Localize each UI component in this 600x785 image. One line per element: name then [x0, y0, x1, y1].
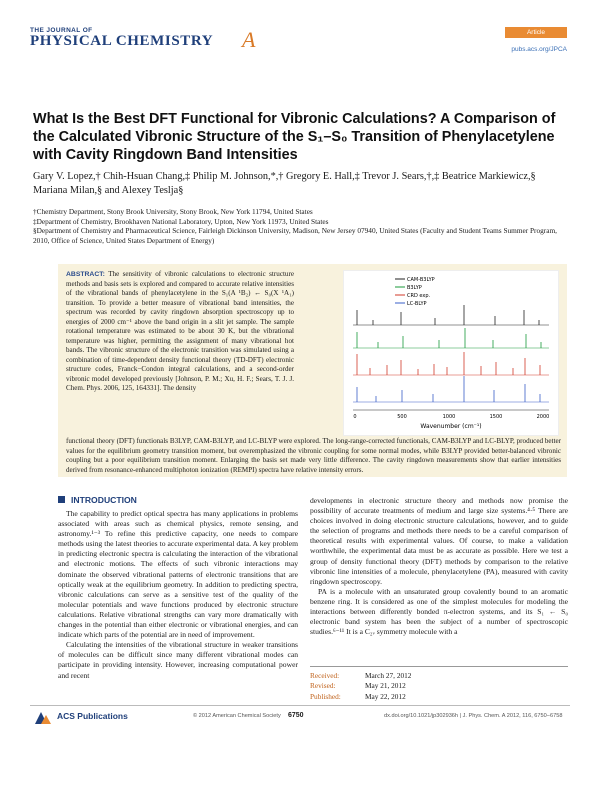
journal-section-letter: A — [242, 27, 256, 52]
paragraph: PA is a molecule with an unsaturated group covalently bound to an aromatic benzene ring. It is considered as one of the simplest molecules for modeling the interactions between differently bonded π-electron systems, and its S₁ ← S₀ electronic band system has been the subject of a number of spectroscopic studies.⁶⁻¹¹ It is a C₂ᵥ symmetry molecule with a — [310, 586, 568, 637]
abstract-text-1: The sensitivity of vibronic calculations to electronic structure methods and basis sets is explored and compared to accurate relative intensities of the vibrational bands of phenylacetylene in the S₁(A ¹B₂) ← S₀(X ¹A₁) transition. To provide a better measure of vibrational band intensities, the spectrum was recorded by cavity ringdown absorption spectroscopy up to energies of 2000 cm⁻¹ above the band origin in a slit jet sample. The sample rotational temperature was estimated to be about 30 K, but the vibrational temperature was higher, permitting the assignment of many vibrational hot bands. The vibronic structure of the electronic transition was simulated using a combination of time-dependent density functional theory (TD-DFT) electronic structure codes, Franck−Condon integral calculations, and a second-order vibronic model developed previously [Johnson, P. M.; Xu, H. F.; Sears, T. J. J. Chem. Phys. 2006, 125, 164331]. The density — [66, 270, 294, 392]
journal-name-line1: THE JOURNAL OF — [30, 27, 93, 34]
journal-url[interactable]: pubs.acs.org/JPCA — [511, 46, 567, 53]
body-column-left — [58, 509, 298, 681]
acs-logo-icon — [33, 710, 53, 726]
toc-graphic — [343, 270, 559, 436]
x-axis-label: Wavenumber (cm⁻¹) — [420, 423, 482, 430]
publication-dates — [310, 666, 568, 702]
copyright: © 2012 American Chemical Society — [193, 713, 281, 719]
affiliation-3: §Department of Chemistry and Pharmaceutical Science, Fairleigh Dickinson University, Madison, New Jersey 07940, United States (Faculty and Student Teams Summer Program, 2010, Office of Science, United States Department of Energy) — [33, 226, 557, 245]
date-published: Published: May 22, 2012 — [310, 691, 406, 701]
doi-citation[interactable]: dx.doi.org/10.1021/jp302936h | J. Phys. Chem. A 2012, 116, 6750−6758 — [384, 713, 563, 719]
x-tick-label: 1500 — [489, 414, 503, 420]
publisher-name: ACS Publications — [57, 711, 128, 721]
toc-frame — [344, 271, 559, 436]
date-received: Received: March 27, 2012 — [310, 671, 412, 680]
paragraph: developments in electronic structure theory and methods now promise the possibility of accurate treatments of medium and large size systems.⁴·⁵ There are choices involved in doing electronic structure calculations, however, and to guide the selection of programs and methods there needs to be a careful comparison of theoretical results with experimental values. Of course, to make a validation worthwhile, the experimental data must be as accurate as possible. Here we test a group of density functional theory (DFT) methods by comparison to the relative vibronic line intensities of a molecule, phenylacetylene (PA), measured with cavity ringdown spectroscopy. — [310, 496, 568, 586]
paper-title: What Is the Best DFT Functional for Vibronic Calculations? A Comparison of the Calculated Vibronic Structure of the S₁–S₀ Transition of Phenylacetylene with Cavity Ringdown Band Intensities — [33, 111, 556, 163]
journal-name-line2: PHYSICAL CHEMISTRY — [30, 33, 214, 49]
body-column-right — [310, 496, 568, 637]
legend-label-4: LC-BLYP — [407, 301, 427, 307]
author-list: Gary V. Lopez,† Chih-Hsuan Chang,‡ Philip M. Johnson,*,† Gregory E. Hall,‡ Trevor J. Sears,†,‡ Beatrice Markiewicz,§ Mariana Milan,§ and Alexey Teslja§ — [33, 171, 536, 196]
affiliation-1: †Chemistry Department, Stony Brook University, Stony Brook, New York 11794, United States — [33, 207, 313, 216]
x-tick-label: 2000 — [536, 414, 550, 420]
paragraph: The capability to predict optical spectra has many applications in problems associated with areas such as chemical physics, remote sensing, and astronomy.¹⁻³ To refine this predictive capacity, one needs to compare methods using the latest theories to accurate experimental data. A key problem in predicting electronic spectra is calculating the interaction of the vibrational and electronic motions. The effects of such vibronic interactions may dominate the observed vibrational patterns of electronic transitions that are optically weak at the equilibrium geometry. In addition to predicting spectra, vibronic calculations can serve as a sensitive test of the quality of the molecular potentials and wave functions produced by electronic structure calculations. Relative vibrational strengths can vary more dramatically with changes in the potential than either electronic or vibrational energies, and can indicate which parts of the potential are in need of improvement. — [58, 509, 298, 640]
legend-label-2: B3LYP — [407, 285, 422, 291]
page-number: 6750 — [288, 712, 304, 719]
abstract-text-2: functional theory (DFT) functionals B3LYP, CAM-B3LYP, and LC-BLYP were explored. The long-range-corrected functionals, CAM-B3LYP and LC-BLYP, produced better values for the equilibrium geometry transition moment, but overemphasized the vibronic coupling for some normal modes, while B3LYP provided better-balanced vibronic coupling but a poor equilibrium transition moment. Enlarging the basis set made very little difference. The cavity ringdown measurements show that earlier intensities derived from resonance-enhanced multiphoton ionization (REMPI) spectra have relative intensity errors. — [66, 437, 561, 474]
toc-spectrum-plot — [343, 270, 559, 436]
paragraph: Calculating the intensities of the vibrational structure in weaker transitions of molecules can be difficult since many different vibrational modes can participate in providing intensity. However, increasing computational power and recent — [58, 640, 298, 680]
date-revised: Revised: May 21, 2012 — [310, 681, 406, 691]
section-heading-text: INTRODUCTION — [71, 495, 137, 505]
x-tick-label: 0 — [353, 414, 357, 420]
affiliation-2: ‡Department of Chemistry, Brookhaven National Laboratory, Upton, New York 11973, United States — [33, 216, 329, 226]
x-tick-label: 1000 — [442, 414, 456, 420]
section-heading-introduction — [58, 495, 137, 505]
journal-logo — [30, 27, 256, 52]
legend-label-1: CAM-B3LYP — [407, 277, 435, 283]
x-tick-label: 500 — [397, 414, 407, 420]
section-bullet-icon — [58, 496, 65, 503]
abstract-part1 — [66, 270, 294, 394]
abstract-label: ABSTRACT: — [66, 271, 105, 278]
legend-label-3: CRD exp. — [407, 293, 431, 299]
affiliations — [33, 207, 573, 245]
footer-divider — [30, 705, 570, 706]
article-type-badge: Article — [505, 27, 567, 38]
